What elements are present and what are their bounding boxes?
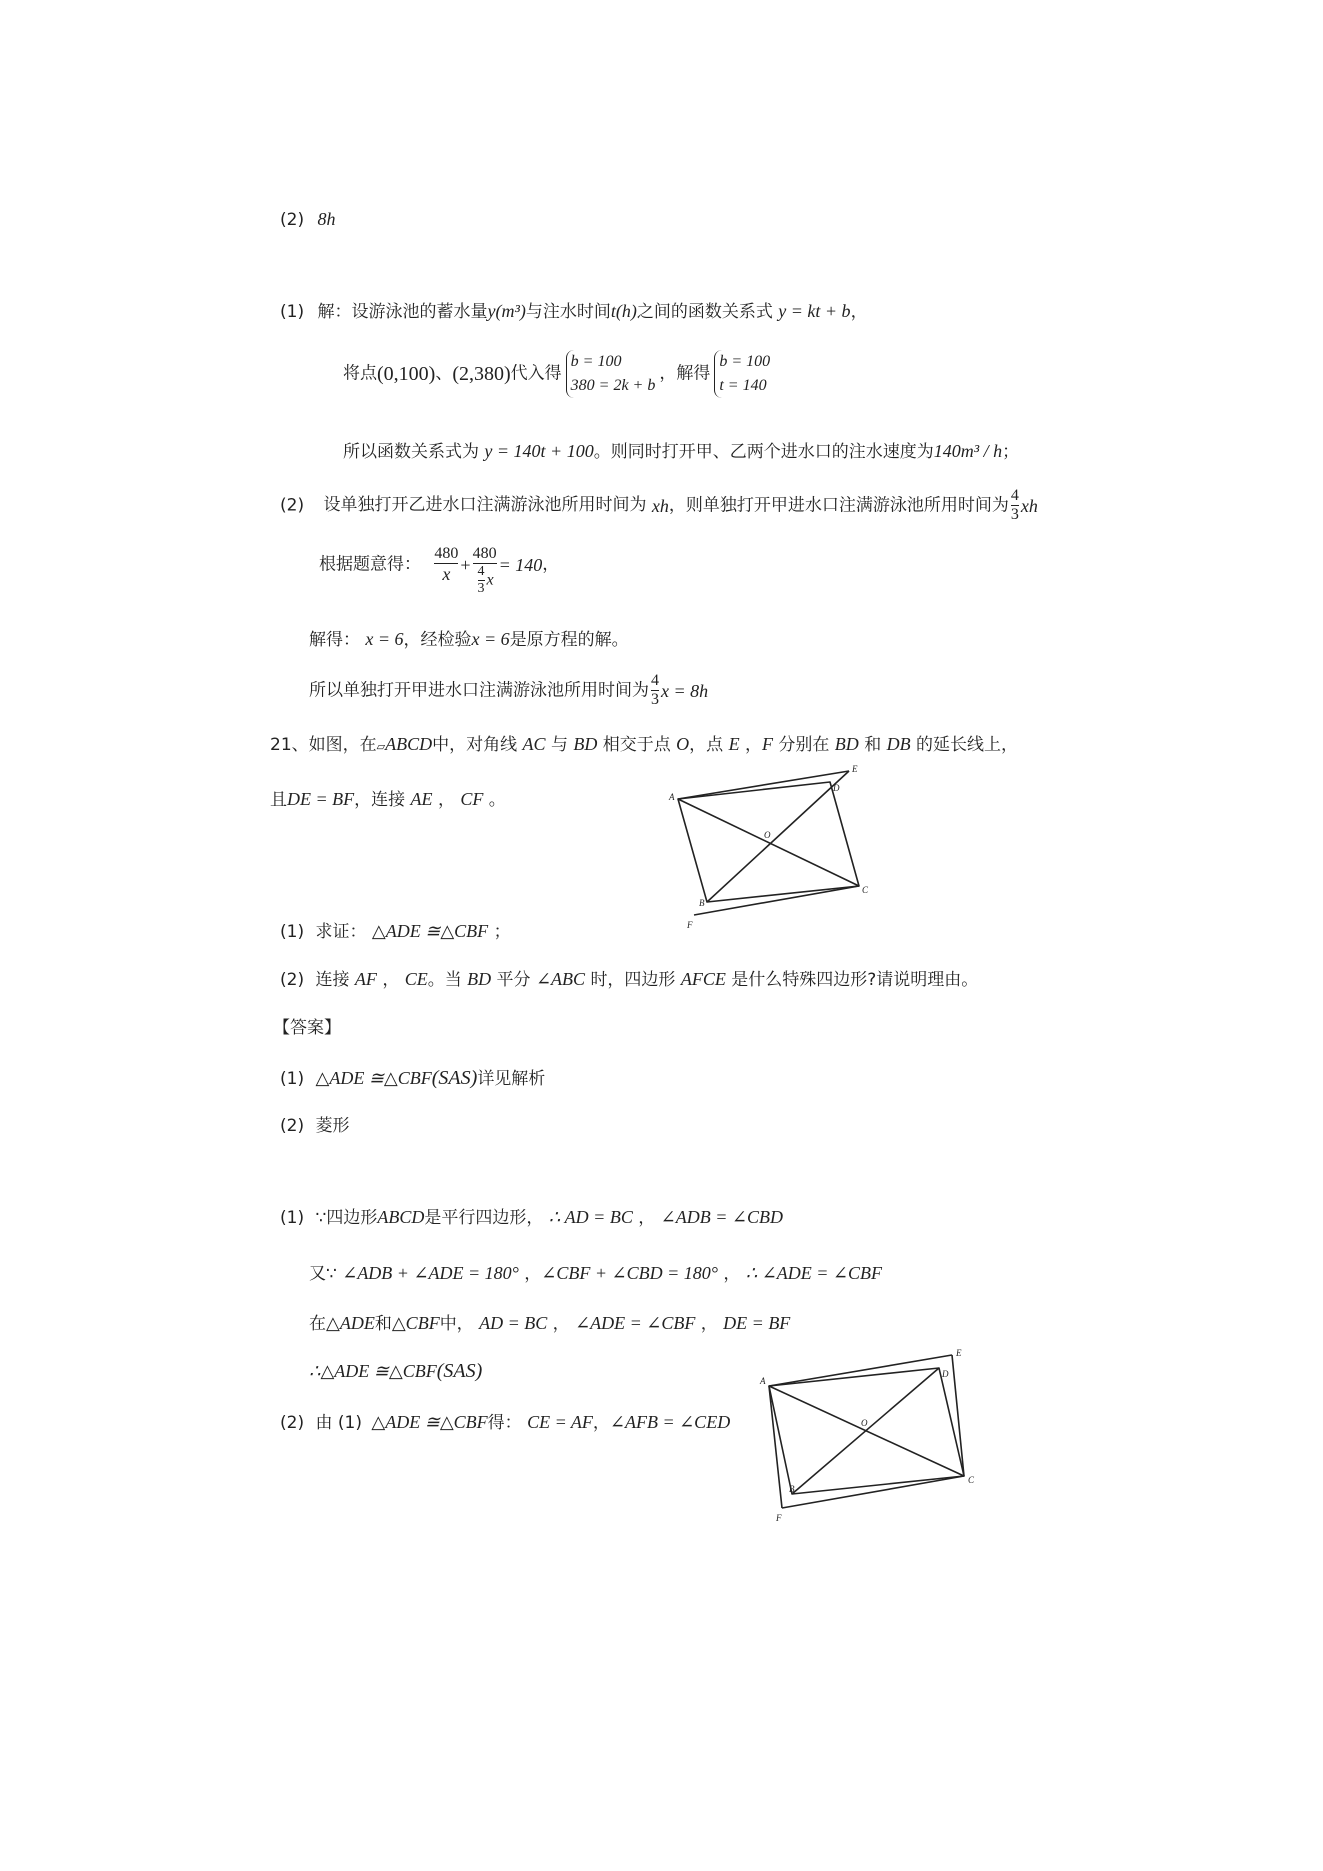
q21-sub2-ce: CE: [404, 969, 428, 989]
eq-rhs: = 140: [498, 555, 543, 576]
q21-ans1-text: 详见解析: [477, 1069, 546, 1089]
q21-line1: [270, 735, 1018, 754]
proof-p3-angles: ∠ADE = ∠CBF: [575, 1313, 696, 1333]
eq-numerator-2: 480: [472, 545, 497, 562]
proof-line1: [280, 1208, 783, 1227]
part1-sub-text: 将点: [343, 363, 377, 384]
proof-p5-ref: (1): [337, 1413, 362, 1433]
part1-tvar: t(h): [610, 301, 637, 321]
q21-sub1-text: 求证：: [315, 922, 367, 942]
part1-system2: [714, 350, 770, 398]
part2-eq-label: 根据题意得：: [319, 554, 421, 575]
proof-p3-ad-bc: AD = BC: [479, 1313, 548, 1333]
figure2-label-o: O: [861, 1418, 868, 1428]
q21-text-f: ，: [744, 735, 762, 755]
q21-sub2-text-d: 平分: [496, 970, 531, 990]
proof-p1-sep: ，: [638, 1208, 656, 1228]
part1-system1: [566, 350, 656, 398]
q21-sub2-text-f: 是什么特殊四边形?请说明理由。: [731, 970, 979, 990]
q21-bd2: BD: [834, 734, 859, 754]
part2-setup-text: 设单独打开乙进水口注满游泳池所用时间为: [323, 495, 647, 516]
proof-p2-conclusion: ∴ ∠ADE = ∠CBF: [745, 1263, 882, 1283]
eq-numerator-1: 480: [434, 545, 459, 562]
q21-sub1-expr: △ADE ≅△CBF: [371, 921, 489, 941]
part2-set-x: xh: [651, 495, 669, 516]
top-answer-value: 8h: [317, 209, 336, 229]
q21-cf: CF: [460, 789, 484, 809]
figure2-line-af: [769, 1386, 782, 1508]
eq-denominator-2: [473, 563, 497, 597]
eq-denominator-1: x: [434, 563, 458, 585]
inner-numerator: 4: [477, 564, 485, 580]
proof-p1-abcd: ABCD: [377, 1207, 425, 1227]
figure2-label-a: A: [760, 1376, 766, 1386]
part1-result-rate: 140m³ / h: [933, 441, 1003, 461]
figure2-line-ec: [952, 1355, 964, 1476]
proof-p1-text-b: 是平行四边形，: [424, 1208, 544, 1228]
part2-answer-fraction: [651, 672, 659, 710]
proof-p5-sep: ，: [592, 1413, 610, 1433]
q21-sub1-end: ；: [493, 922, 511, 942]
proof-p3-de-bf: DE = BF: [723, 1313, 791, 1333]
proof-p1-angles: ∠ADB = ∠CBD: [660, 1207, 783, 1227]
answer-numerator: 4: [651, 672, 659, 689]
part2-sol-text-c: 是原方程的解。: [509, 630, 629, 650]
part2-equation: [319, 545, 559, 598]
part1-substitution: [343, 350, 774, 398]
proof-p3-sep2: ，: [700, 1314, 718, 1334]
q21-text-d: 相交于点: [602, 735, 671, 755]
proof-p3-triangle2: △CBF: [391, 1313, 440, 1333]
part2-answer-text: 所以单独打开甲进水口注满游泳池所用时间为: [309, 680, 649, 701]
q21-sub2-bd: BD: [467, 969, 492, 989]
proof-p5-ce-af: CE = AF: [527, 1412, 593, 1432]
eq-end: ，: [542, 554, 560, 575]
q21-sub2-afce: AFCE: [680, 969, 726, 989]
proof-line4: [309, 1361, 482, 1381]
figure2-label-d: D: [942, 1369, 949, 1379]
proof-p3-text: 在: [309, 1314, 326, 1334]
part1-func: y = kt + b: [778, 301, 851, 321]
proof-p3-text-b: 和: [374, 1314, 392, 1334]
answer-denominator: 3: [651, 691, 659, 709]
q21-ans2-text: 菱形: [315, 1116, 350, 1136]
proof-p5-text-b: 得：: [487, 1413, 522, 1433]
figure1-label-d: D: [833, 783, 840, 793]
q21-db: DB: [886, 734, 911, 754]
figure2-label-b: B: [789, 1484, 795, 1494]
figure-parallelogram-1: [665, 760, 880, 935]
figure1-label-b: B: [699, 898, 705, 908]
q21-line2: [270, 790, 506, 809]
part1-intro-text-b: 与注水时间: [525, 302, 611, 322]
proof-p2-sep2: ，: [723, 1264, 741, 1284]
eq-inner-x: x: [486, 571, 494, 589]
proof-p2-sep1: ，: [524, 1264, 542, 1284]
part2-fraction: [1011, 487, 1019, 525]
q21-e: E: [728, 734, 740, 754]
proof-p4-expr: ∴△ADE ≅△CBF: [309, 1361, 437, 1381]
q21-sub1: [280, 922, 511, 941]
figure2-label-c: C: [968, 1475, 975, 1485]
q21-sub2-text-c: 。当: [427, 970, 462, 990]
figure1-label-f: F: [687, 920, 693, 930]
top-answer-label: (2): [280, 210, 305, 230]
figure1-label-o: O: [764, 830, 771, 840]
part1-point2: (2,380): [452, 363, 511, 385]
q21-sub2: [280, 970, 978, 989]
eq-inner-fraction: [478, 564, 485, 597]
part1-yvar: y(m³): [487, 301, 526, 321]
q21-sub2-af: AF: [354, 969, 377, 989]
part1-point1: (0,100): [377, 363, 436, 385]
q21-f: F: [761, 734, 773, 754]
part1-result-text-b: 。则同时打开甲、乙两个进水口的注水速度为: [593, 442, 934, 462]
q21-answer1: [280, 1068, 545, 1088]
part1-label: (1): [280, 302, 305, 322]
proof-p3-sep1: ，: [552, 1314, 570, 1334]
part1-sep: 、: [435, 363, 453, 384]
system2-row1: b = 100: [719, 353, 771, 370]
eq-fraction-1: [434, 545, 458, 585]
part2-set-xh: xh: [1020, 495, 1038, 516]
q21-sub1-label: (1): [280, 922, 305, 942]
q21-answer2: [280, 1118, 350, 1135]
part2-sol-text: 解得：: [309, 630, 360, 650]
part2-setup-text-b: ，则单独打开甲进水口注满游泳池所用时间为: [668, 495, 1009, 516]
part1-result: [343, 442, 1019, 461]
proof-p2-eq1: ∠ADB + ∠ADE = 180°: [342, 1263, 519, 1283]
q21-text-g: 分别在: [778, 735, 830, 755]
top-answer: [280, 210, 336, 229]
part2-answer-tail: x = 8h: [661, 680, 709, 701]
q21-text-b: 中，对角线: [432, 735, 518, 755]
part1-intro-text: 解：设游泳池的蓄水量: [317, 302, 488, 322]
proof-p5-expr: △ADE ≅△CBF: [371, 1412, 488, 1432]
part1-solve-text: ，解得: [659, 363, 711, 384]
part1-result-end: ；: [1002, 442, 1020, 462]
q21-ans1-expr: △ADE ≅△CBF: [315, 1068, 432, 1088]
q21-bd: BD: [573, 734, 598, 754]
q21-abcd: ABCD: [385, 734, 433, 754]
proof-p5-text: 由: [315, 1413, 333, 1433]
parallelogram-symbol: ▱: [376, 740, 386, 753]
q21-sub2-text-e: 时，四边形: [590, 970, 676, 990]
part1-sub-text-b: 代入得: [510, 363, 562, 384]
figure1-diagonal-ac: [678, 799, 859, 886]
q21-line2-text-d: 。: [488, 790, 506, 810]
proof-p3-text-c: 中，: [439, 1314, 474, 1334]
eq-fraction-2: [473, 545, 497, 598]
proof-p1-ad-bc: ∴ AD = BC: [548, 1207, 633, 1227]
figure1-label-a: A: [669, 792, 675, 802]
answer-heading: 【答案】: [273, 1018, 341, 1038]
q21-text-e: ，点: [689, 735, 724, 755]
inner-denominator: 3: [477, 581, 485, 597]
figure-parallelogram-2: [752, 1340, 987, 1525]
q21-de-bf: DE = BF: [287, 789, 355, 809]
q21-sub2-label: (2): [280, 970, 305, 990]
q21-ae: AE: [410, 789, 433, 809]
frac-denominator: 3: [1010, 506, 1019, 524]
part2-sol-x: x = 6: [365, 629, 404, 649]
figure2-label-f: F: [776, 1513, 782, 1523]
proof-line3: [309, 1314, 790, 1333]
part2-sol-x2: x = 6: [471, 629, 510, 649]
proof-p1-text: ∵四边形: [315, 1208, 378, 1228]
q21-line2-text: 且: [270, 790, 287, 810]
system1-row1: b = 100: [570, 353, 622, 370]
system2-row2: t = 140: [719, 377, 767, 394]
q21-ans1-label: (1): [280, 1069, 305, 1089]
q21-ans1-sas: (SAS): [431, 1067, 478, 1089]
figure1-label-c: C: [862, 885, 869, 895]
eq-plus: +: [460, 555, 471, 576]
q21-ac: AC: [522, 734, 546, 754]
proof-p5-label: (2): [280, 1413, 305, 1433]
proof-p2-text: 又∵: [309, 1264, 337, 1284]
q21-sub2-text: 连接: [315, 970, 350, 990]
q21-text-i: 的延长线上，: [916, 735, 1018, 755]
part2-sol-text-b: ，经检验: [403, 630, 472, 650]
proof-line5: [280, 1413, 730, 1432]
q21-text-h: 和: [864, 735, 882, 755]
system1-row2: 380 = 2k + b: [570, 377, 656, 394]
q21-line2-text-c: ，: [437, 790, 455, 810]
figure1-label-e: E: [852, 764, 858, 774]
part1-comma: ，: [850, 302, 868, 322]
proof-p5-angles: ∠AFB = ∠CED: [609, 1412, 731, 1432]
proof-p3-triangle1: △ADE: [326, 1313, 375, 1333]
part2-setup: [280, 487, 1038, 525]
figure2-diagonal-bd: [792, 1368, 939, 1494]
part1-intro-text-c: 之间的函数关系式: [636, 302, 773, 322]
part1-result-text: 所以函数关系式为: [343, 442, 479, 462]
q21-ans2-label: (2): [280, 1116, 305, 1136]
q21-text: 21、如图，在: [270, 735, 377, 755]
q21-text-c: 与: [550, 735, 568, 755]
proof-p4-sas: (SAS): [436, 1360, 483, 1382]
part2-answer: [309, 672, 708, 710]
q21-line2-text-b: ，连接: [354, 790, 406, 810]
part1-result-func: y = 140t + 100: [484, 441, 594, 461]
proof-p2-eq2: ∠CBF + ∠CBD = 180°: [541, 1263, 718, 1283]
figure2-label-e: E: [956, 1348, 962, 1358]
part1-intro: [280, 302, 868, 321]
part2-solution: [309, 630, 629, 649]
proof-line2: [309, 1264, 882, 1283]
q21-sub2-text-b: ，: [382, 970, 400, 990]
part2-label: (2): [280, 495, 305, 516]
q21-sub2-angle: ∠ABC: [535, 969, 586, 989]
proof-p1-label: (1): [280, 1208, 305, 1228]
frac-numerator: 4: [1010, 487, 1019, 504]
q21-o: O: [676, 734, 690, 754]
